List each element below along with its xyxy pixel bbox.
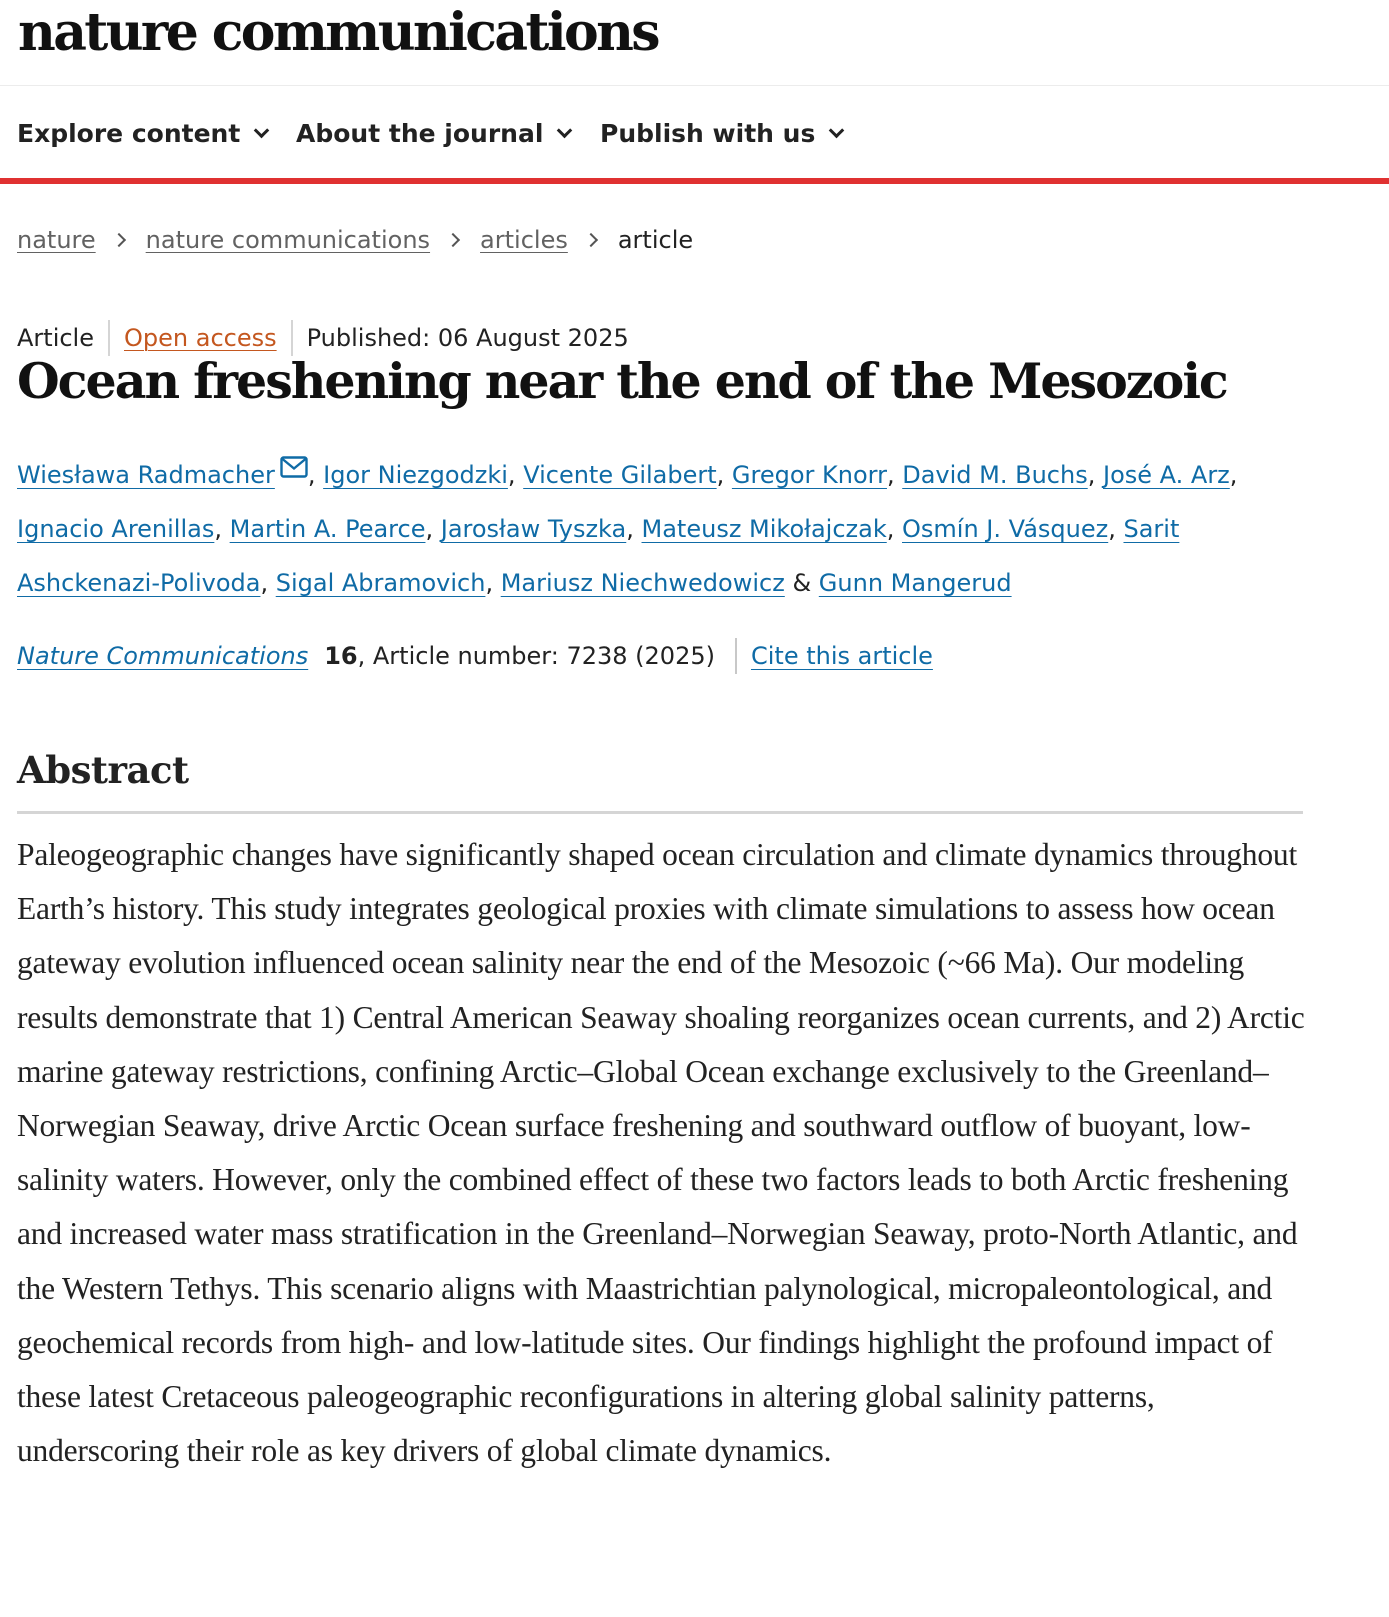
chevron-right-icon — [584, 233, 598, 247]
published-date: Published: 06 August 2025 — [306, 324, 629, 352]
nav-explore-content[interactable] — [17, 119, 267, 148]
author-link[interactable]: Wiesława Radmacher — [17, 461, 275, 489]
site-header — [0, 0, 1389, 86]
author-link[interactable]: Ignacio Arenillas — [17, 515, 215, 543]
volume-number: 16 — [324, 642, 358, 670]
authors-joiner: & — [792, 569, 812, 597]
abstract-text: Paleogeographic changes have significantly shaped ocean circulation and climate dynamics throughout Earth’s history. This study integrates geological proxies with climate simulations to assess how ocean gateway evolution influenced ocean salinity near the end of the Mesozoic (~66 Ma). Our modeling results demonstrate that 1) Central American Seaway shoaling reorganizes ocean currents, and 2) Arctic marine gateway restrictions, confining Arctic–Global Ocean exchange exclusively to the Greenland–Norwegian Seaway, drive Arctic Ocean surface freshening and southward outflow of buoyant, low-salinity waters. However, only the combined effect of these two factors leads to both Arctic freshening and increased water mass stratification in the Greenland–Norwegian Seaway, proto-North Atlantic, and the Western Tethys. This scenario aligns with Maastrichtian palynological, micropaleontological, and geochemical records from high- and low-latitude sites. Our findings highlight the profound impact of these latest Cretaceous paleogeographic reconfigurations in altering global salinity patterns, underscoring their role as key drivers of global climate dynamics. — [17, 837, 1305, 1469]
article-title: Ocean freshening near the end of the Mesozoic — [17, 352, 1227, 410]
breadcrumb-nature[interactable]: nature — [17, 226, 96, 254]
author-link[interactable]: Osmín J. Vásquez — [902, 515, 1109, 543]
author-link[interactable]: Martin A. Pearce — [229, 515, 426, 543]
breadcrumb-nature-communications[interactable]: nature communications — [145, 226, 431, 254]
article-number: , Article number: 7238 (2025) — [357, 642, 715, 670]
citation-line — [17, 638, 933, 674]
cite-this-article-link[interactable]: Cite this article — [750, 642, 933, 670]
article-meta — [17, 320, 629, 356]
main-nav — [0, 86, 1389, 184]
breadcrumb-articles[interactable]: articles — [480, 226, 568, 254]
open-access-link[interactable]: Open access — [124, 324, 277, 352]
journal-logo[interactable]: nature communications — [18, 2, 658, 63]
nav-about-the-journal[interactable] — [296, 119, 570, 148]
author-link[interactable]: Sarit Ashckenazi-Polivoda — [17, 515, 1180, 597]
author-link[interactable]: Igor Niezgodzki — [323, 461, 508, 489]
author-link[interactable]: Gunn Mangerud — [818, 569, 1012, 597]
nav-label: Explore content — [17, 119, 241, 148]
author-link[interactable]: Mateusz Mikołajczak — [641, 515, 887, 543]
abstract-heading: Abstract — [17, 748, 189, 792]
nav-publish-with-us[interactable] — [600, 119, 842, 148]
article-type: Article — [17, 324, 94, 352]
chevron-down-icon — [557, 123, 573, 139]
journal-link[interactable]: Nature Communications — [17, 642, 309, 670]
author-link[interactable]: Jarosław Tyszka — [440, 515, 627, 543]
author-link[interactable]: Gregor Knorr — [731, 461, 887, 489]
chevron-down-icon — [829, 123, 845, 139]
envelope-icon[interactable] — [280, 443, 308, 497]
author-link[interactable]: Sigal Abramovich — [275, 569, 486, 597]
chevron-down-icon — [254, 123, 270, 139]
breadcrumb-current: article — [617, 226, 694, 254]
breadcrumb — [17, 226, 693, 254]
chevron-right-icon — [446, 233, 460, 247]
author-link[interactable]: Mariusz Niechwedowicz — [500, 569, 785, 597]
author-link[interactable]: José A. Arz — [1102, 461, 1230, 489]
chevron-right-icon — [112, 233, 126, 247]
author-link[interactable]: David M. Buchs — [902, 461, 1088, 489]
author-link[interactable]: Vicente Gilabert — [523, 461, 717, 489]
section-divider — [17, 811, 1303, 814]
meta-divider — [291, 320, 293, 356]
nav-label: About the journal — [296, 119, 544, 148]
citation-divider — [735, 638, 737, 674]
meta-divider — [108, 320, 110, 356]
author-list: Wiesława Radmacher , Igor Niezgodzki, Vicente Gilabert, Gregor Knorr, David M. Buchs, José A. Arz, Ignacio Arenillas, Martin A. Pearce, Jarosław Tyszka, Mateusz Mikołajczak, Osmín J. Vásquez, Sarit Ashckenazi-Polivoda, Sigal Abramovich, Mariusz Niechwedowicz & Gunn Mangerud — [17, 448, 1277, 610]
nav-label: Publish with us — [600, 119, 816, 148]
